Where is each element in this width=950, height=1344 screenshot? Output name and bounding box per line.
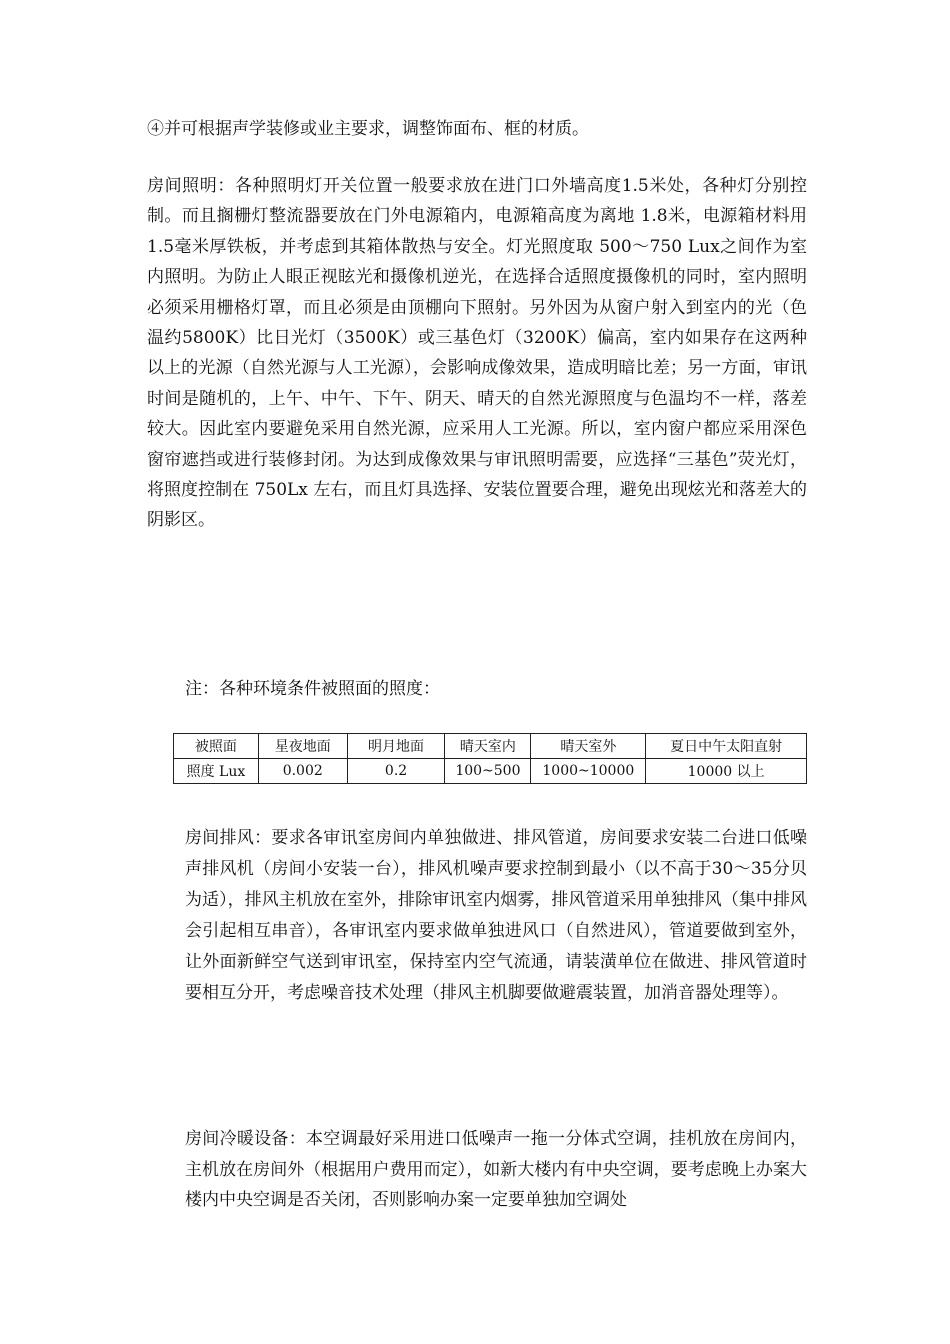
table-cell: 0.002: [258, 759, 347, 784]
paragraph-item-4: ④并可根据声学装修或业主要求，调整饰面布、框的材质。: [147, 119, 589, 139]
table-header-cell: 被照面: [174, 734, 259, 759]
table-row: [174, 759, 807, 784]
table-header-cell: 晴天室外: [531, 734, 646, 759]
paragraph-room-lighting: 房间照明：各种照明灯开关位置一般要求放在进门口外墙高度1.5米处，各种灯分别控制。而且搁栅灯整流器要放在门外电源箱内，电源箱高度为离地 1.8米，电源箱材料用 1.5毫米厚铁板，并考虑到其箱体散热与安全。灯光照度取 500～750 Lux之间作为室内照明。为防止人眼正视眩光和摄像机逆光，在选择合适照度摄像机的同时，室内照明必须采用栅格灯罩，而且必须是由顶棚向下照射。另外因为从窗户射入到室内的光（色温约5800K）比日光灯（3500K）或三基色灯（3200K）偏高，室内如果存在这两种以上的光源（自然光源与人工光源），会影响成像效果，造成明暗比差；另一方面，审讯时间是随机的，上午、中午、下午、阴天、晴天的自然光源照度与色温均不一样，落差较大。因此室内要避免采用自然光源，应采用人工光源。所以，室内窗户都应采用深色窗帘遮挡或进行装修封闭。为达到成像效果与审讯照明需要，应选择“三基色”荧光灯，将照度控制在 750Lx 左右，而且灯具选择、安装位置要合理，避免出现炫光和落差大的阴影区。: [147, 176, 807, 531]
table-header-cell: 明月地面: [347, 734, 445, 759]
table-note: 注：各种环境条件被照面的照度：: [185, 679, 440, 699]
table-cell: 照度 Lux: [174, 759, 259, 784]
table-header-cell: 夏日中午太阳直射: [646, 734, 807, 759]
paragraph-room-hvac: 房间冷暖设备：本空调最好采用进口低噪声一拖一分体式空调，挂机放在房间内，主机放在房间外（根据用户费用而定），如新大楼内有中央空调，要考虑晚上办案大楼内中央空调是否关闭，否则影响办案一定要单独加空调处: [185, 1129, 807, 1210]
table-header-cell: 星夜地面: [258, 734, 347, 759]
table-cell: 1000~10000: [531, 759, 646, 784]
illuminance-table: [173, 733, 807, 784]
table-header-cell: 晴天室内: [445, 734, 531, 759]
table-cell: 0.2: [347, 759, 445, 784]
table-cell: 10000 以上: [646, 759, 807, 784]
table-cell: 100~500: [445, 759, 531, 784]
table-header-row: [174, 734, 807, 759]
paragraph-room-ventilation: 房间排风：要求各审讯室房间内单独做进、排风管道，房间要求安装二台进口低噪声排风机（房间小安装一台），排风机噪声要求控制到最小（以不高于30～35分贝为适），排风主机放在室外，排除审讯室内烟雾，排风管道采用单独排风（集中排风会引起相互串音），各审讯室内要求做单独进风口（自然进风），管道要做到室外，让外面新鲜空气送到审讯室，保持室内空气流通，请装潢单位在做进、排风管道时要相互分开，考虑噪音技术处理（排风主机脚要做避震装置，加消音器处理等）。: [185, 828, 807, 1004]
